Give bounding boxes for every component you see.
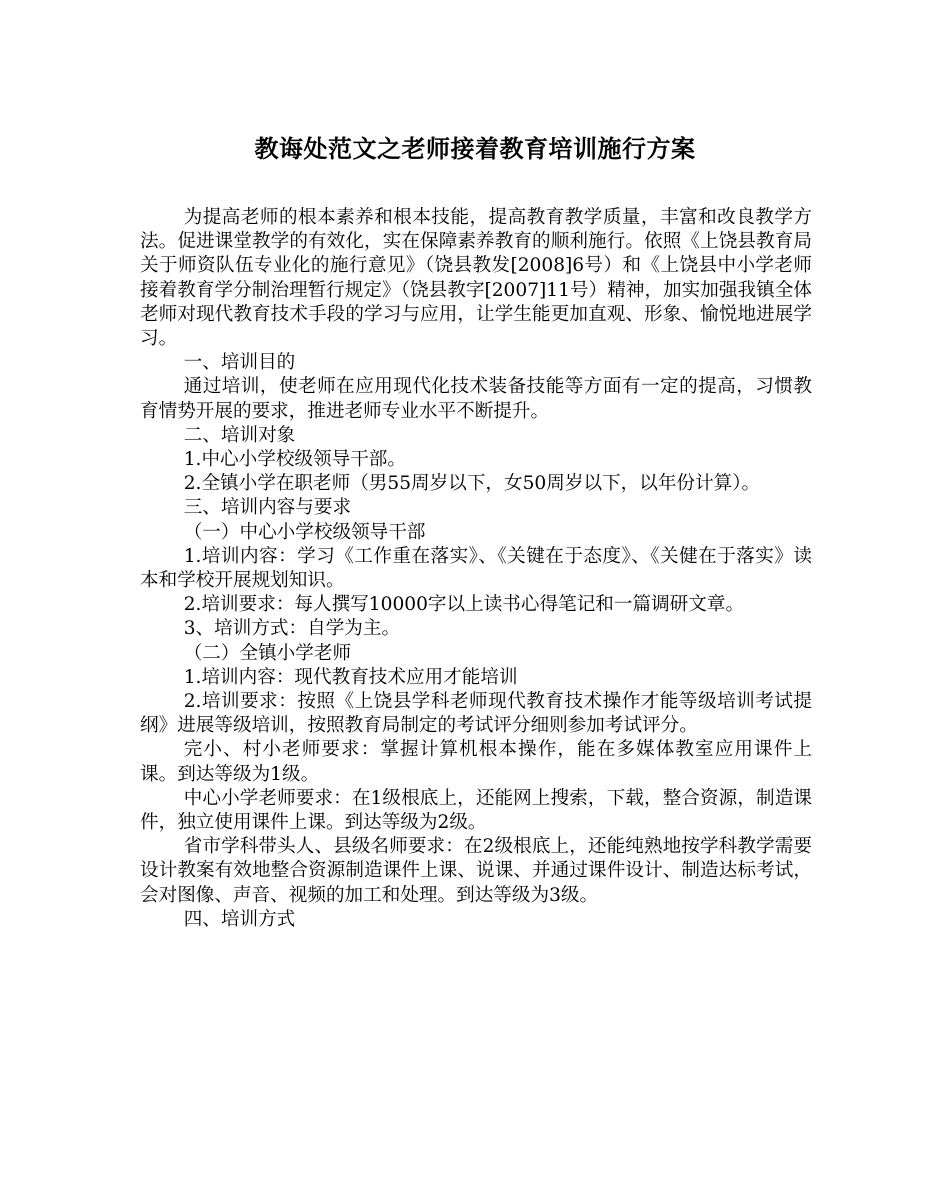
list-item: 1.中心小学校级领导干部。 [183, 449, 406, 471]
paragraph: 完小、村小老师要求：掌握计算机根本操作，能在多媒体教室应用课件上课。到达等级为1级。 [140, 739, 812, 785]
list-item: 3、培训方式：自学为主。 [183, 618, 401, 640]
subsection-heading: （一）中心小学校级领导干部 [183, 521, 426, 543]
document-body [140, 206, 812, 932]
list-item: 1.培训内容：学习《工作重在落实》、《关键在于态度》、《关健在于落实》读本和学校开展规划知识。 [140, 545, 812, 592]
list-item: 2.培训要求：每人撰写10000字以上读书心得笔记和一篇调研文章。 [183, 594, 745, 616]
paragraph: 通过培训，使老师在应用现代化技术装备技能等方面有一定的提高，习惯教育情势开展的要求，推进老师专业水平不断提升。 [140, 376, 812, 422]
subsection-heading: （二）全镇小学老师 [183, 642, 352, 664]
paragraph: 中心小学老师要求：在1级根底上，还能网上搜索，下载，整合资源，制造课件，独立使用课件上课。到达等级为2级。 [140, 787, 812, 834]
list-item: 2.培训要求：按照《上饶县学科老师现代教育技术操作才能等级培训考试提纲》进展等级培训，按照教育局制定的考试评分细则参加考试评分。 [140, 691, 812, 737]
section-heading-targets: 二、培训对象 [183, 424, 296, 446]
list-item: 2.全镇小学在职老师（男55周岁以下，女50周岁以下，以年份计算）。 [183, 473, 761, 495]
list-item: 1.培训内容：现代教育技术应用才能培训 [183, 666, 518, 688]
section-heading-content: 三、培训内容与要求 [183, 497, 352, 519]
paragraph: 省市学科带头人、县级名师要求：在2级根底上，还能纯熟地按学科教学需要设计教案有效地整合资源制造课件上课、说课、并通过课件设计、制造达标考试，会对图像、声音、视频的加工和处理。到达等级为3级。 [140, 836, 812, 906]
document-title: 教诲处范文之老师接着教育培训施行方案 [254, 134, 696, 163]
intro-paragraph: 为提高老师的根本素养和根本技能，提高教育教学质量，丰富和改良教学方法。促进课堂教学的有效化，实在保障素养教育的顺利施行。依照《上饶县教育局关于师资队伍专业化的施行意见》（饶县教发[2008]6号）和《上饶县中小学老师接着教育学分制治理暂行规定》（饶县教字[2007]11号）精神，加实加强我镇全体老师对现代教育技术手段的学习与应用，让学生能更加直观、形象、愉悦地进展学习。 [140, 207, 812, 350]
section-heading-purpose: 一、培训目的 [183, 352, 296, 374]
section-heading-method: 四、培训方式 [183, 908, 296, 930]
